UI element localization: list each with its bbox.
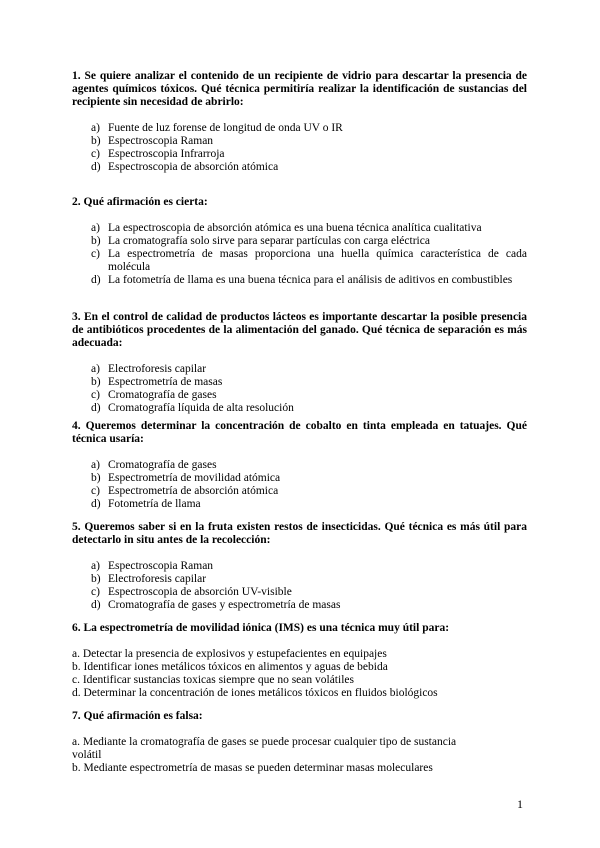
option-list bbox=[72, 122, 527, 174]
option-item: b) Espectrometría de movilidad atómica bbox=[91, 472, 281, 484]
option-item: a. Mediante la cromatografía de gases se puede procesar cualquier tipo de sustancia volátil bbox=[72, 736, 457, 761]
option-item: a) Fuente de luz forense de longitud de onda UV o IR bbox=[91, 122, 343, 134]
question-title: 5. Queremos saber si en la fruta existen restos de insecticidas. Qué técnica es más útil para detectarlo in situ antes de la recolección: bbox=[72, 521, 527, 546]
option-item: c) La espectrometría de masas proporciona una huella química característica de cada molécula bbox=[91, 248, 527, 273]
option-item: c) Cromatografía de gases bbox=[91, 389, 217, 401]
question-6 bbox=[72, 622, 527, 700]
option-item: a) Electroforesis capilar bbox=[91, 363, 207, 375]
option-list bbox=[72, 222, 527, 287]
option-item: d) Espectroscopia de absorción atómica bbox=[91, 161, 279, 173]
option-item: d. Determinar la concentración de iones metálicos tóxicos en fluidos biológicos bbox=[72, 687, 438, 699]
question-title: 4. Queremos determinar la concentración de cobalto en tinta empleada en tatuajes. Qué técnica usaría: bbox=[72, 420, 527, 445]
option-item: b) Espectrometría de masas bbox=[91, 376, 223, 388]
option-item: c) Espectrometría de absorción atómica bbox=[91, 485, 279, 497]
question-7 bbox=[72, 710, 527, 775]
option-item: c. Identificar sustancias toxicas siempre que no sean volátiles bbox=[72, 674, 354, 686]
option-item: b) Espectroscopia Raman bbox=[91, 135, 214, 147]
option-item: a) La espectroscopia de absorción atómica es una buena técnica analítica cualitativa bbox=[91, 222, 482, 234]
option-item: d) Cromatografía líquida de alta resolución bbox=[91, 402, 294, 414]
option-item: a) Espectroscopia Raman bbox=[91, 560, 214, 572]
option-list bbox=[72, 736, 487, 775]
option-item: a. Detectar la presencia de explosivos y estupefacientes en equipajes bbox=[72, 648, 387, 660]
page-number: 1 bbox=[517, 797, 523, 811]
option-item: b) La cromatografía solo sirve para separar partículas con carga eléctrica bbox=[91, 235, 430, 247]
option-list bbox=[72, 459, 527, 511]
question-1 bbox=[72, 70, 527, 174]
option-list bbox=[72, 363, 527, 415]
option-item: d) Fotometría de llama bbox=[91, 498, 201, 510]
question-3 bbox=[72, 311, 527, 415]
question-title: 7. Qué afirmación es falsa: bbox=[72, 710, 203, 722]
question-title: 1. Se quiere analizar el contenido de un recipiente de vidrio para descartar la presencia de agentes químicos tóxicos. Qué técnica permitiría realizar la identificación de sustancias del recipiente sin necesidad de abrirlo: bbox=[72, 70, 527, 108]
option-item: b) Electroforesis capilar bbox=[91, 573, 207, 585]
option-list bbox=[72, 560, 527, 612]
option-item: b. Identificar iones metálicos tóxicos en alimentos y aguas de bebida bbox=[72, 661, 388, 673]
option-item: d) La fotometría de llama es una buena técnica para el análisis de aditivos en combustibles bbox=[91, 274, 513, 286]
option-item: b. Mediante espectrometría de masas se pueden determinar masas moleculares bbox=[72, 762, 433, 774]
option-item: a) Cromatografía de gases bbox=[91, 459, 217, 471]
question-5 bbox=[72, 521, 527, 612]
question-4 bbox=[72, 420, 527, 511]
question-title: 6. La espectrometría de movilidad iónica (IMS) es una técnica muy útil para: bbox=[72, 622, 450, 634]
option-item: c) Espectroscopia Infrarroja bbox=[91, 148, 225, 160]
option-list bbox=[72, 648, 527, 700]
question-title: 2. Qué afirmación es cierta: bbox=[72, 196, 208, 208]
option-item: c) Espectroscopia de absorción UV-visible bbox=[91, 586, 292, 598]
question-title: 3. En el control de calidad de productos lácteos es importante descartar la posible presencia de antibióticos procedentes de la alimentación del ganado. Qué técnica de separación es más adecuada: bbox=[72, 311, 527, 349]
question-2 bbox=[72, 196, 527, 287]
option-item: d) Cromatografía de gases y espectrometría de masas bbox=[91, 599, 341, 611]
